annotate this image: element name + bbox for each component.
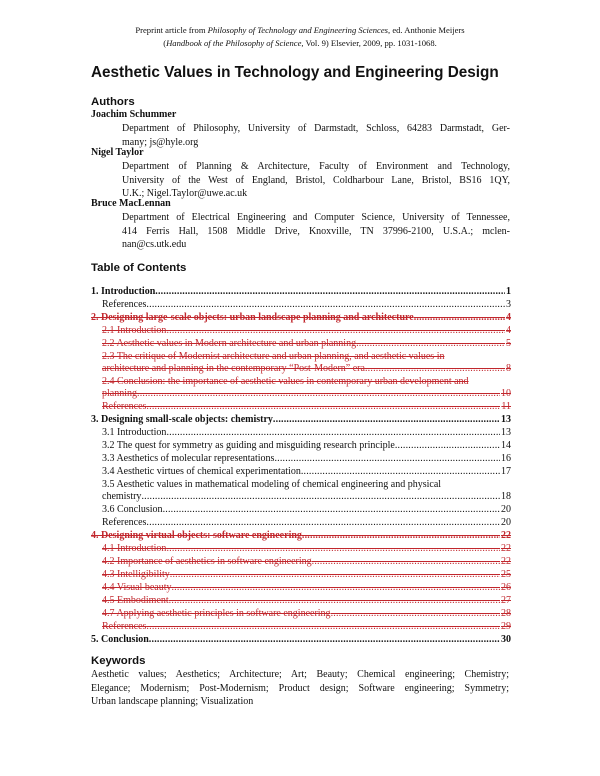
preprint-line-1: Preprint article from Philosophy of Technology and Engineering Sciences, ed. Anthonie Meijers <box>135 25 465 35</box>
toc-entry-2-4-line-1[interactable]: 2.4 Conclusion: the importance of aesthetic values in contemporary urban development and <box>102 376 469 387</box>
toc-entry-section-2[interactable]: 2. Designing large-scale objects: urban landscape planning and architecture ..... 4 <box>91 312 511 324</box>
toc-entry-4-4[interactable]: 4.4 Visual beauty ..... 26 <box>102 582 511 594</box>
toc-entry-4-7[interactable]: 4.7 Applying aesthetic principles in software engineering ..... 28 <box>102 608 511 620</box>
toc-entry-3-6[interactable]: 3.6 Conclusion ..... 20 <box>102 504 511 516</box>
toc-entry-3-5-line-1[interactable]: 3.5 Aesthetic values in mathematical modeling of chemical engineering and physical <box>102 479 442 490</box>
preprint-note <box>0 24 600 50</box>
toc-entry-introduction[interactable]: 1. Introduction ..... 1 <box>91 286 511 298</box>
toc-entry-2-3-line-1[interactable]: 2.3 The critique of Modernist architecture and urban planning, and aesthetic values in <box>102 351 445 362</box>
author-affiliation: Department of Planning & Architecture, Faculty of Environment and Technology, University of the West of England, Bristol, Coldharbour Lane, Bristol, BS16 1QY, U.K.; Nigel.Taylor@uwe.ac.uk <box>122 161 510 199</box>
page-title: Aesthetic Values in Technology and Engineering Design <box>91 64 499 81</box>
keywords-list: Aesthetic values; Aesthetics; Architecture; Art; Beauty; Chemical engineering; Chemistry; Elegance; Modernism; Post-Modernism; Product design; Software engineering; Symmetry; Urban landscape planning; Visualization <box>91 669 509 707</box>
authors-heading: Authors <box>91 96 135 108</box>
preprint-line-2: (Handbook of the Philosophy of Science, Vol. 9) Elsevier, 2009, pp. 1031-1068. <box>163 38 437 48</box>
toc-entry-3-4[interactable]: 3.4 Aesthetic virtues of chemical experimentation ..... 17 <box>102 466 511 478</box>
toc-entry-4-1[interactable]: 4.1 Introduction ..... 22 <box>102 543 511 555</box>
toc-entry-references[interactable]: References ..... 11 <box>102 401 511 413</box>
author-name: Joachim Schummer <box>91 109 177 120</box>
toc-heading: Table of Contents <box>91 262 187 274</box>
toc-entry-references[interactable]: References ..... 20 <box>102 517 511 529</box>
toc-entry-3-5[interactable]: chemistry ..... 18 <box>102 491 511 503</box>
author-name: Bruce MacLennan <box>91 198 171 209</box>
toc-entry-references[interactable]: References ..... 3 <box>102 299 511 311</box>
author-name: Nigel Taylor <box>91 147 144 158</box>
toc-entry-2-2[interactable]: 2.2 Aesthetic values in Modern architecture and urban planning ..... 5 <box>102 338 511 350</box>
toc-entry-2-3[interactable]: architecture and planning in the contemporary “Post-Modern” era ..... 8 <box>102 363 511 375</box>
toc-entry-3-1[interactable]: 3.1 Introduction ..... 13 <box>102 427 511 439</box>
keywords-heading: Keywords <box>91 655 146 667</box>
toc-entry-4-5[interactable]: 4.5 Embodiment ..... 27 <box>102 595 511 607</box>
toc-entry-2-4[interactable]: planning ..... 10 <box>102 388 511 400</box>
toc-entry-4-3[interactable]: 4.3 Intelligibility ..... 25 <box>102 569 511 581</box>
toc-entry-4-2[interactable]: 4.2 Importance of aesthetics in software engineering ..... 22 <box>102 556 511 568</box>
toc-entry-2-1[interactable]: 2.1 Introduction ..... 4 <box>102 325 511 337</box>
author-affiliation: Department of Electrical Engineering and Computer Science, University of Tennessee, 414 Ferris Hall, 1508 Middle Drive, Knoxville, TN 37996-2100, U.S.A.; mclen- nan@cs.utk.edu <box>122 212 510 250</box>
toc-entry-3-3[interactable]: 3.3 Aesthetics of molecular representations ..... 16 <box>102 453 511 465</box>
toc-entry-conclusion[interactable]: 5. Conclusion ..... 30 <box>91 634 511 646</box>
toc-entry-3-2[interactable]: 3.2 The quest for symmetry as guiding and misguiding research principle ..... 14 <box>102 440 511 452</box>
toc-entry-section-4[interactable]: 4. Designing virtual objects: software engineering ..... 22 <box>91 530 511 542</box>
author-affiliation: Department of Philosophy, University of Darmstadt, Schloss, 64283 Darmstadt, Ger- many; js@hyle.org <box>122 123 510 148</box>
toc-entry-references[interactable]: References ..... 29 <box>102 621 511 633</box>
toc-entry-section-3[interactable]: 3. Designing small-scale objects: chemistry ..... 13 <box>91 414 511 426</box>
